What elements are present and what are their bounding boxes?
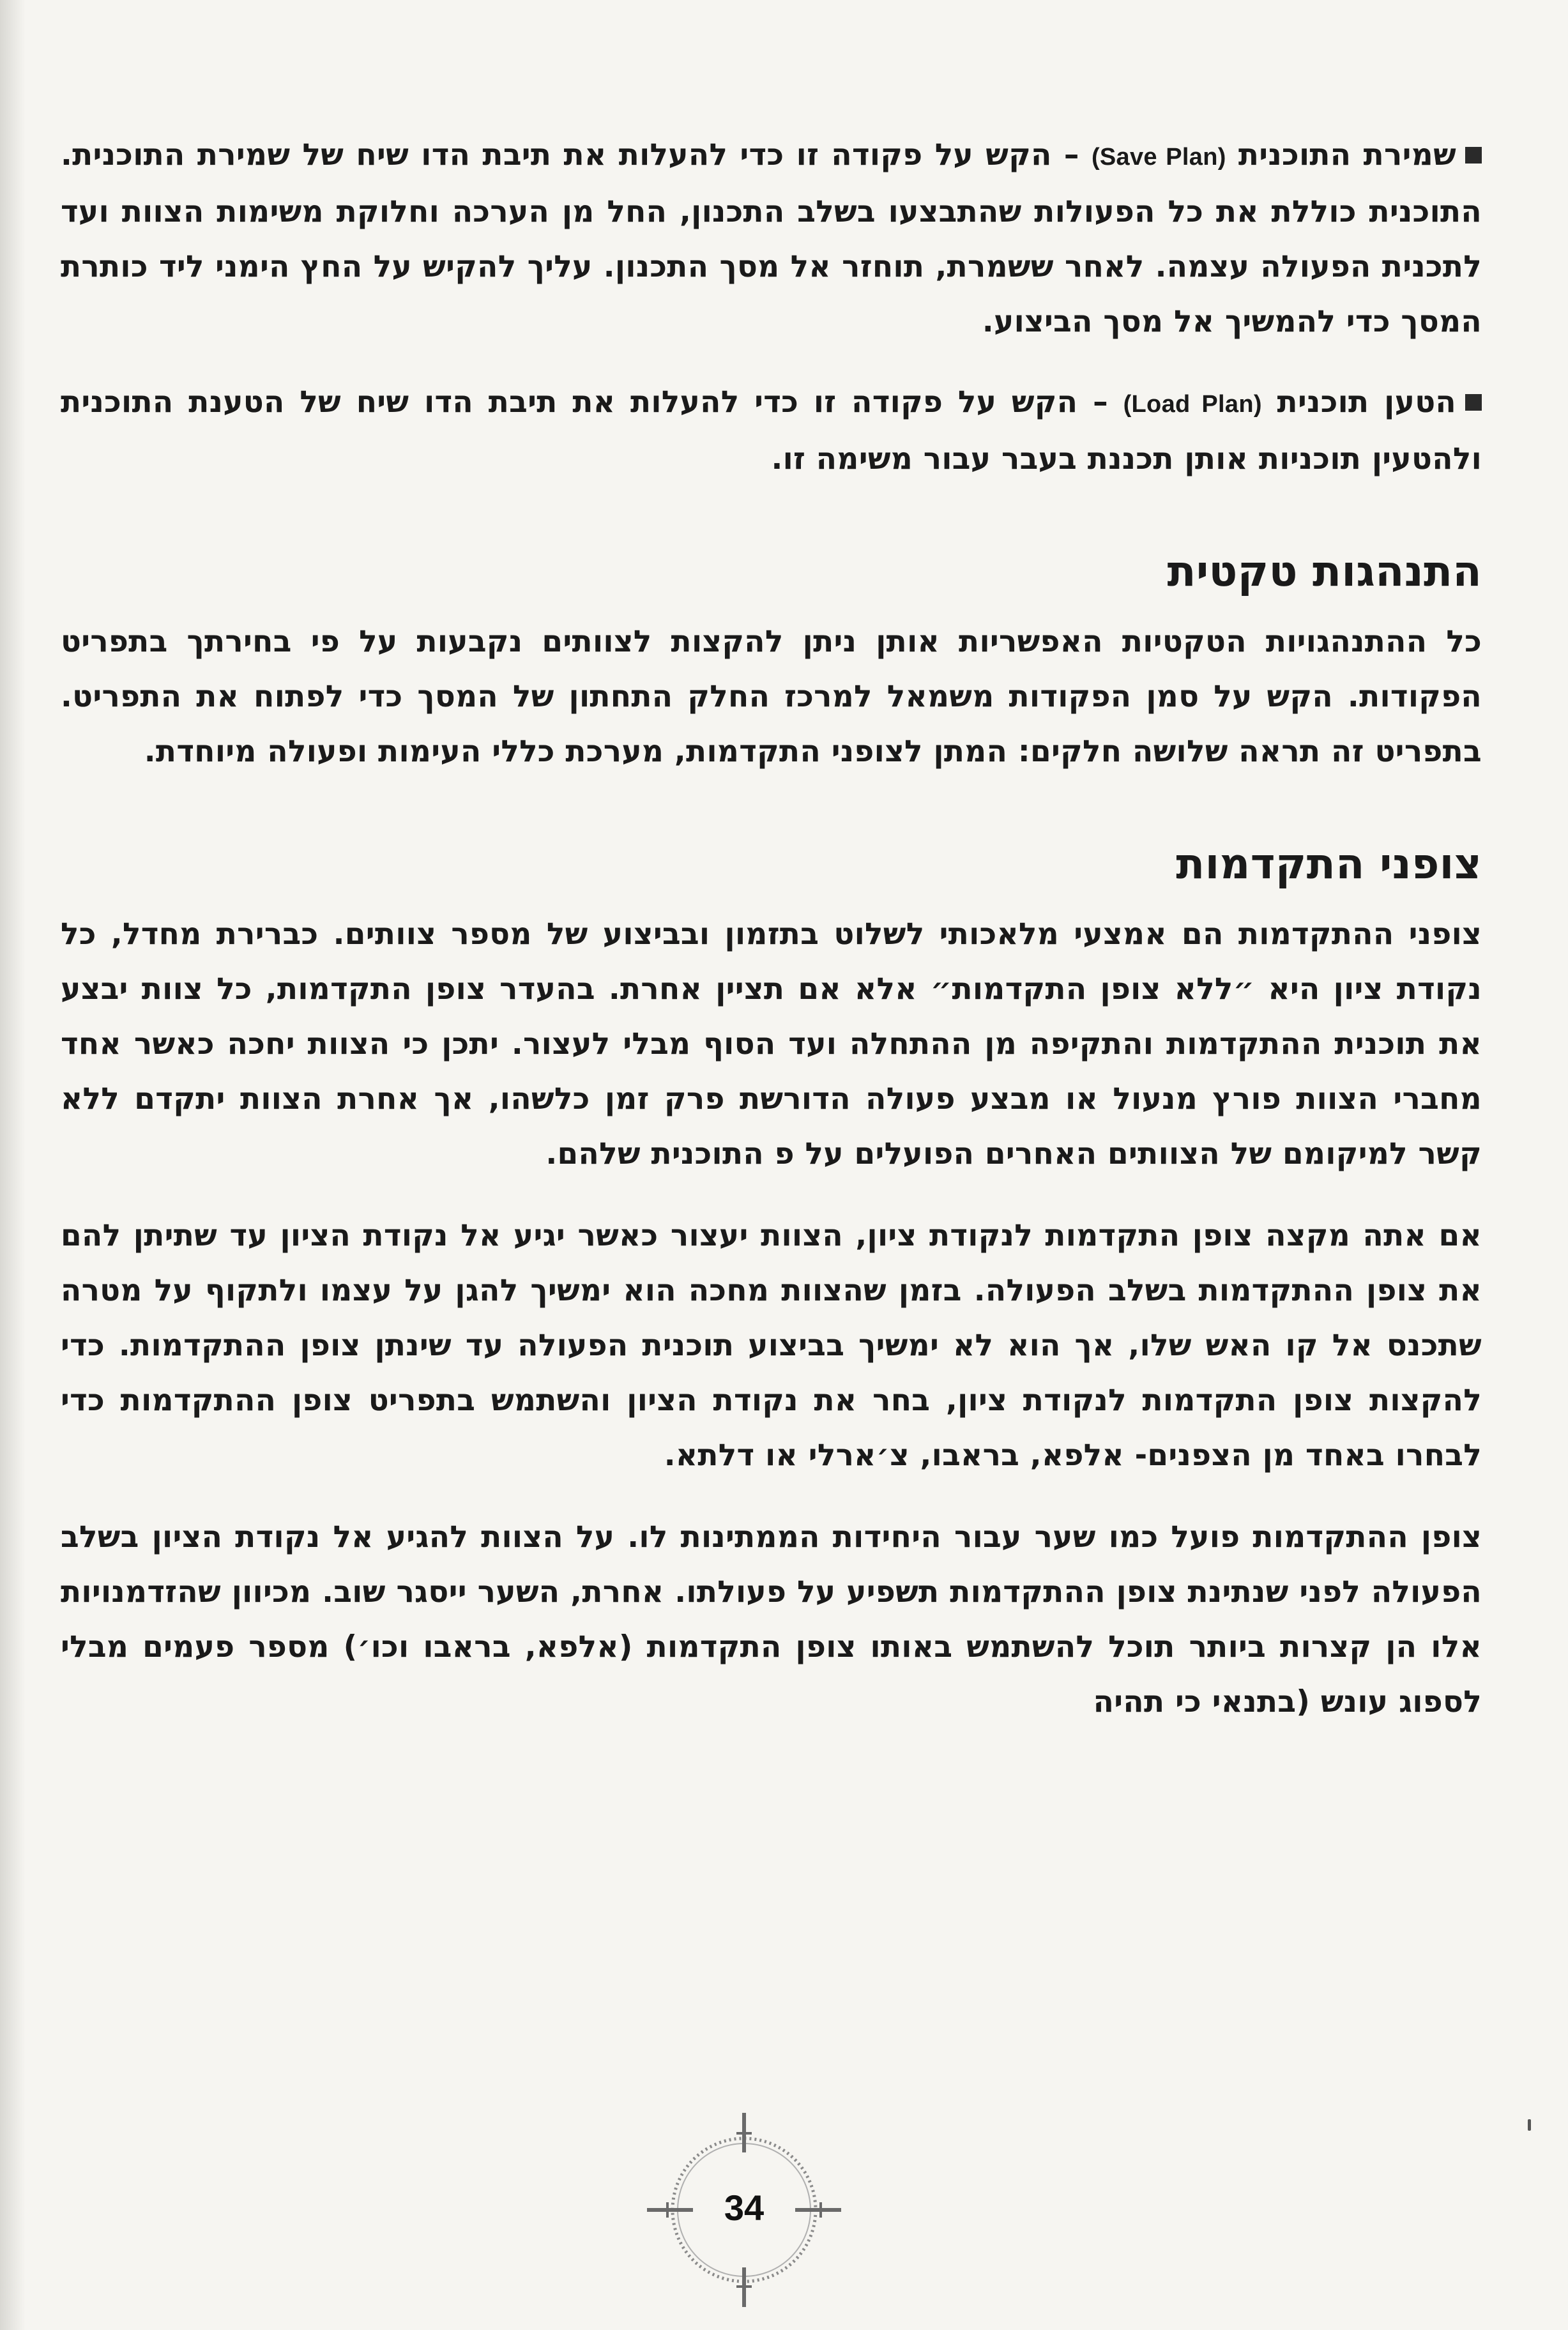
page-number: 34: [724, 2188, 765, 2228]
page-number-badge: [642, 2108, 846, 2312]
section-title-tactical-behavior: התנהגות טקטית: [1167, 547, 1482, 596]
bullet-english-term: (Save Plan): [1091, 144, 1226, 171]
bullet-text: – הקש על פקודה זו כדי להעלות את תיבת הדו שיח של שמירת התוכנית. התוכנית כוללת את כל הפעולות שהתבצעו בשלב התכנון, החל מן הערכה וחלוקת משימות הצוות ועד לתכנית הפעולה עצמה. לאחר ששמרת, תוחזר אל מסך התכנון. עליך להקיש על החץ הימני ליד כותרת המסך כדי להמשיך אל מסך הביצוע.: [61, 137, 1482, 339]
page-binding-shadow: [0, 0, 26, 2330]
bullet-term: שמירת התוכנית: [1238, 137, 1457, 172]
bullet-load-plan: [61, 375, 1482, 487]
paragraph: כל ההתנהגויות הטקטיות האפשריות אותן ניתן להקצות לצוותים נקבעות על פי בחירתך בתפריט הפקודות. הקש על סמן הפקודות משמאל למרכז החלק התחתון של המסך כדי לפתוח את התפריט. בתפריט זה תראה שלושה חלקים: המתן לצופני התקדמות, מערכת כללי העימות ופעולה מיוחדת.: [61, 624, 1482, 769]
paragraph: אם אתה מקצה צופן התקדמות לנקודת ציון, הצוות יעצור כאשר יגיע אל נקודת הציון עד שתיתן להם את צופן ההתקדמות בשלב הפעולה. בזמן שהצוות מחכה הוא ימשיך להגן על עצמו ולתקוף על מטרה שתכנס אל קו האש שלו, אך הוא לא ימשיך בביצוע תוכנית הפעולה עד שינתן צופן ההתקדמות. כדי להקצות צופן התקדמות לנקודת ציון, בחר את נקודת הציון והשתמש בתפריט צופן ההתקדמות כדי לבחרו באחד מן הצפנים- אלפא, בראבו, צ׳ארלי או דלתא.: [61, 1218, 1482, 1473]
bullet-text: – הקש על פקודה זו כדי להעלות את תיבת הדו שיח של הטענת התוכנית ולהטעין תוכניות אותן תכננת בעבר עבור משימה זו.: [61, 385, 1482, 476]
bullet-square-icon: [1465, 394, 1482, 411]
paragraph: צופן ההתקדמות פועל כמו שער עבור היחידות הממתינות לו. על הצוות להגיע אל נקודת הציון בשלב הפעולה לפני שנתינת צופן ההתקדמות תשפיע על פעולתו. אחרת, השער ייסגר שוב. מכיוון שהזדמנויות אלו הן קצרות ביותר תוכל להשתמש באותו צופן התקדמות (אלפא, בראבו וכו׳) מספר פעמים מבלי לספוג עונש (בתנאי כי תהיה: [61, 1519, 1482, 1719]
document-body: [61, 128, 1482, 1756]
bullet-square-icon: [1465, 147, 1482, 164]
bullet-term: הטען תוכנית: [1277, 385, 1456, 420]
paragraph: צופני ההתקדמות הם אמצעי מלאכותי לשלוט בתזמון ובביצוע של מספר צוותים. כברירת מחדל, כל נקודת ציון היא ״ללא צופן התקדמות״ אלא אם תציין אחרת. בהעדר צופן התקדמות, כל צוות יבצע את תוכנית ההתקדמות והתקיפה מן ההתחלה ועד הסוף מבלי לעצור. יתכן כי הצוות יחכה כאשר אחד מחברי הצוות פורץ מנעול או מבצע פעולה הדורשת פרק זמן כלשהו, אך אחרת הצוות יתקדם ללא קשר למיקומם של הצוותים האחרים הפועלים על פ התוכנית שלהם.: [61, 917, 1482, 1171]
bullet-english-term: (Load Plan): [1123, 391, 1262, 418]
paper-speck: [1528, 2119, 1531, 2131]
section-title-go-codes: צופני התקדמות: [1176, 839, 1482, 888]
bullet-save-plan: [61, 128, 1482, 349]
